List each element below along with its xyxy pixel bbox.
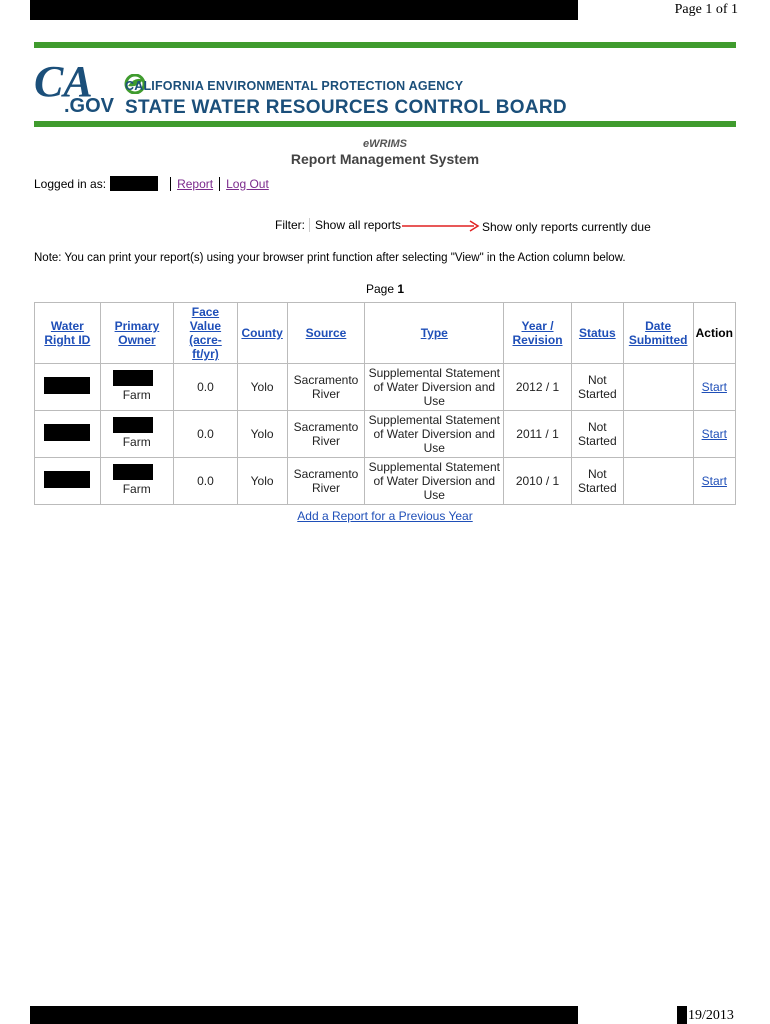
redacted-header-bar (30, 0, 578, 20)
sort-status[interactable]: Status (578, 326, 616, 340)
redacted-date-part (677, 1006, 687, 1024)
red-arrow-icon (400, 220, 480, 232)
date-cell (623, 458, 693, 505)
filter-option-due[interactable]: Show only reports currently due (482, 220, 651, 234)
page-title: Report Management System (290, 151, 480, 167)
svg-text:CA: CA (34, 57, 93, 106)
type-cell: Supplemental Statement of Water Diversion and Use (365, 458, 504, 505)
start-link[interactable]: Start (701, 427, 727, 441)
sort-year-revision[interactable]: Year / Revision (512, 319, 563, 347)
logged-in-label: Logged in as: (34, 176, 107, 191)
owner-cell: Farm (122, 482, 151, 496)
start-link[interactable]: Start (701, 474, 727, 488)
table-header-row (35, 303, 736, 364)
divider (170, 177, 171, 191)
action-header: Action (693, 303, 735, 364)
logout-link[interactable]: Log Out (226, 176, 269, 191)
source-cell: Sacramento River (287, 458, 365, 505)
page-label: Page (365, 282, 394, 296)
face-value-cell: 0.0 (174, 458, 237, 505)
table-row (35, 458, 736, 505)
redacted-owner (113, 464, 153, 480)
sort-face-value[interactable]: Face Value (acre-ft/yr) (189, 305, 222, 361)
page-count: Page 1 of 1 (674, 2, 738, 17)
add-report-row (0, 507, 770, 525)
county-cell: Yolo (237, 364, 287, 411)
sort-primary-owner[interactable]: Primary Owner (114, 319, 160, 347)
redacted-water-right-id (44, 471, 90, 488)
redacted-footer-bar (30, 1006, 578, 1024)
face-value-cell: 0.0 (174, 411, 237, 458)
redacted-username (110, 176, 158, 191)
source-cell: Sacramento River (287, 411, 365, 458)
owner-cell: Farm (122, 388, 151, 402)
redacted-owner (113, 417, 153, 433)
reports-table (34, 302, 736, 505)
face-value-cell: 0.0 (174, 364, 237, 411)
year-cell: 2012 / 1 (504, 364, 572, 411)
app-name: eWRIMS (363, 138, 407, 150)
svg-text:.GOV: .GOV (64, 95, 115, 116)
type-cell: Supplemental Statement of Water Diversion and Use (365, 411, 504, 458)
date-cell (623, 364, 693, 411)
sort-county[interactable]: County (241, 326, 283, 340)
login-row (34, 176, 269, 191)
report-link[interactable]: Report (177, 176, 214, 191)
table-row (35, 364, 736, 411)
add-previous-year-link[interactable]: Add a Report for a Previous Year (297, 509, 473, 523)
sort-date-submitted[interactable]: Date Submitted (628, 319, 688, 347)
filter-option-all[interactable]: Show all reports (309, 218, 401, 232)
filter-row (275, 218, 401, 232)
divider (219, 177, 220, 191)
owner-cell: Farm (122, 435, 151, 449)
sort-water-right-id[interactable]: Water Right ID (44, 319, 91, 347)
sort-type[interactable]: Type (420, 326, 448, 340)
date-cell (623, 411, 693, 458)
table-row (35, 411, 736, 458)
year-cell: 2010 / 1 (504, 458, 572, 505)
print-note: Note: You can print your report(s) using your browser print function after selecting "View" in the Action column below. (34, 252, 626, 264)
bottom-green-bar (34, 121, 736, 127)
source-cell: Sacramento River (287, 364, 365, 411)
year-cell: 2011 / 1 (504, 411, 572, 458)
redacted-owner (113, 370, 153, 386)
status-cell: Not Started (571, 411, 623, 458)
redacted-water-right-id (44, 377, 90, 394)
page-number[interactable]: 1 (397, 282, 405, 296)
agency-name: CALIFORNIA ENVIRONMENTAL PROTECTION AGENCY (125, 79, 464, 93)
pagination (0, 282, 770, 296)
filter-label: Filter: (275, 218, 305, 232)
county-cell: Yolo (237, 458, 287, 505)
top-green-bar (34, 42, 736, 48)
footer-date: 19/2013 (688, 1008, 734, 1023)
start-link[interactable]: Start (701, 380, 727, 394)
county-cell: Yolo (237, 411, 287, 458)
board-name: STATE WATER RESOURCES CONTROL BOARD (125, 97, 567, 118)
status-cell: Not Started (571, 364, 623, 411)
redacted-water-right-id (44, 424, 90, 441)
type-cell: Supplemental Statement of Water Diversion and Use (365, 364, 504, 411)
sort-source[interactable]: Source (305, 326, 347, 340)
status-cell: Not Started (571, 458, 623, 505)
